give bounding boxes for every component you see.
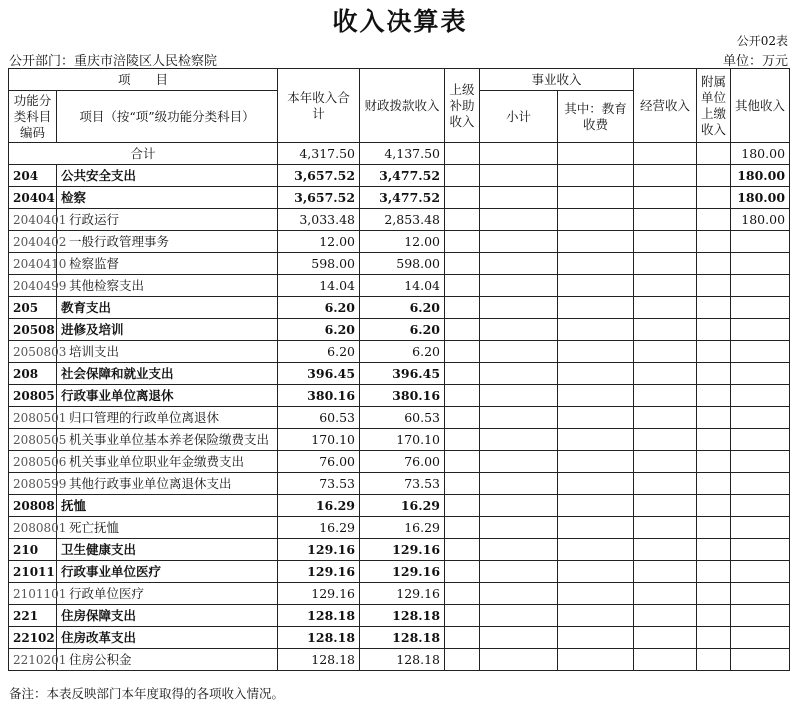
row-total: 6.20 — [278, 297, 360, 319]
header-other: 其他收入 — [731, 69, 790, 143]
table-row — [9, 429, 790, 451]
row-total: 16.29 — [278, 495, 360, 517]
row-fiscal: 128.18 — [360, 649, 445, 671]
row-name: 一般行政管理事务 — [57, 231, 278, 253]
row-name: 行政事业单位离退休 — [57, 385, 278, 407]
row-code: 20404 — [9, 187, 57, 209]
total-label: 合计 — [9, 143, 278, 165]
table-row — [9, 209, 790, 231]
row-name: 机关事业单位职业年金缴费支出 — [57, 451, 278, 473]
table-row — [9, 385, 790, 407]
row-code: 2080505 — [9, 429, 57, 451]
row-total: 3,657.52 — [278, 187, 360, 209]
table-row — [9, 363, 790, 385]
row-code: 210 — [9, 539, 57, 561]
row-other: 180.00 — [731, 187, 790, 209]
row-other — [731, 341, 790, 363]
row-other — [731, 407, 790, 429]
header-edu: 其中：教育收费 — [558, 91, 634, 143]
row-fiscal: 3,477.52 — [360, 187, 445, 209]
table-row — [9, 231, 790, 253]
row-name: 进修及培训 — [57, 319, 278, 341]
row-total: 14.04 — [278, 275, 360, 297]
row-other: 180.00 — [731, 165, 790, 187]
row-total: 3,657.52 — [278, 165, 360, 187]
row-total: 380.16 — [278, 385, 360, 407]
row-code: 2050803 — [9, 341, 57, 363]
row-code: 20508 — [9, 319, 57, 341]
row-other — [731, 539, 790, 561]
row-name: 卫生健康支出 — [57, 539, 278, 561]
row-other — [731, 605, 790, 627]
header-business: 事业收入 — [480, 69, 634, 91]
table-row — [9, 517, 790, 539]
unit-label: 单位：万元 — [722, 54, 788, 69]
row-other — [731, 627, 790, 649]
row-code: 2040410 — [9, 253, 57, 275]
row-other — [731, 561, 790, 583]
row-name: 死亡抚恤 — [57, 517, 278, 539]
row-name: 公共安全支出 — [57, 165, 278, 187]
row-code: 2040401 — [9, 209, 57, 231]
table-row — [9, 165, 790, 187]
row-total: 128.18 — [278, 627, 360, 649]
row-fiscal: 14.04 — [360, 275, 445, 297]
row-other: 180.00 — [731, 209, 790, 231]
row-code: 22102 — [9, 627, 57, 649]
footnote: 备注：本表反映部门本年度取得的各项收入情况。 — [9, 686, 285, 701]
row-name: 行政事业单位医疗 — [57, 561, 278, 583]
header-operating: 经营收入 — [634, 69, 697, 143]
form-code: 公开02表 — [736, 34, 788, 48]
row-name: 抚恤 — [57, 495, 278, 517]
row-name: 培训支出 — [57, 341, 278, 363]
row-other — [731, 451, 790, 473]
row-other — [731, 583, 790, 605]
row-total: 128.18 — [278, 649, 360, 671]
row-fiscal: 128.18 — [360, 605, 445, 627]
row-fiscal: 6.20 — [360, 319, 445, 341]
row-other — [731, 297, 790, 319]
row-fiscal: 60.53 — [360, 407, 445, 429]
table-row — [9, 341, 790, 363]
table-row — [9, 539, 790, 561]
row-total: 129.16 — [278, 583, 360, 605]
total-other: 180.00 — [731, 143, 790, 165]
row-total: 6.20 — [278, 319, 360, 341]
table-row — [9, 451, 790, 473]
row-fiscal: 598.00 — [360, 253, 445, 275]
row-total: 16.29 — [278, 517, 360, 539]
row-total: 129.16 — [278, 561, 360, 583]
row-name: 教育支出 — [57, 297, 278, 319]
total-fiscal: 4,137.50 — [360, 143, 445, 165]
row-code: 2040402 — [9, 231, 57, 253]
row-code: 2040499 — [9, 275, 57, 297]
table-row — [9, 583, 790, 605]
table-row — [9, 605, 790, 627]
table-row — [9, 319, 790, 341]
row-fiscal: 129.16 — [360, 561, 445, 583]
total-income: 4,317.50 — [278, 143, 360, 165]
row-fiscal: 6.20 — [360, 341, 445, 363]
row-fiscal: 129.16 — [360, 583, 445, 605]
row-name: 住房公积金 — [57, 649, 278, 671]
row-total: 12.00 — [278, 231, 360, 253]
row-total: 598.00 — [278, 253, 360, 275]
row-other — [731, 429, 790, 451]
row-name: 检察监督 — [57, 253, 278, 275]
row-other — [731, 231, 790, 253]
row-total: 3,033.48 — [278, 209, 360, 231]
table-row — [9, 627, 790, 649]
table-row — [9, 253, 790, 275]
table-row — [9, 297, 790, 319]
row-total: 128.18 — [278, 605, 360, 627]
row-fiscal: 76.00 — [360, 451, 445, 473]
row-other — [731, 517, 790, 539]
table-row — [9, 187, 790, 209]
row-name: 行政单位医疗 — [57, 583, 278, 605]
table-row — [9, 407, 790, 429]
header-project-name: 项目（按“项”级功能分类科目） — [57, 91, 278, 143]
row-fiscal: 12.00 — [360, 231, 445, 253]
row-name: 归口管理的行政单位离退休 — [57, 407, 278, 429]
header-upper: 上级补助收入 — [445, 69, 480, 143]
row-total: 129.16 — [278, 539, 360, 561]
row-code: 2210201 — [9, 649, 57, 671]
table-row — [9, 495, 790, 517]
row-name: 社会保障和就业支出 — [57, 363, 278, 385]
row-fiscal: 6.20 — [360, 297, 445, 319]
row-other — [731, 385, 790, 407]
header-affiliated: 附属单位上缴收入 — [697, 69, 731, 143]
row-other — [731, 275, 790, 297]
row-name: 机关事业单位基本养老保险缴费支出 — [57, 429, 278, 451]
row-code: 20805 — [9, 385, 57, 407]
table-row — [9, 649, 790, 671]
row-code: 2080501 — [9, 407, 57, 429]
row-code: 2080506 — [9, 451, 57, 473]
row-fiscal: 2,853.48 — [360, 209, 445, 231]
row-fiscal: 3,477.52 — [360, 165, 445, 187]
row-code: 2101101 — [9, 583, 57, 605]
header-fiscal: 财政拨款收入 — [360, 69, 445, 143]
row-fiscal: 396.45 — [360, 363, 445, 385]
department-label: 公开部门：重庆市涪陵区人民检察院 — [9, 54, 218, 69]
row-code: 205 — [9, 297, 57, 319]
row-code: 2080801 — [9, 517, 57, 539]
row-fiscal: 128.18 — [360, 627, 445, 649]
row-fiscal: 380.16 — [360, 385, 445, 407]
total-row — [9, 143, 790, 165]
row-name: 其他行政事业单位离退休支出 — [57, 473, 278, 495]
row-total: 170.10 — [278, 429, 360, 451]
row-total: 396.45 — [278, 363, 360, 385]
row-other — [731, 253, 790, 275]
row-name: 行政运行 — [57, 209, 278, 231]
header-subtotal: 小计 — [480, 91, 558, 143]
income-table — [8, 68, 790, 671]
row-other — [731, 319, 790, 341]
row-name: 住房改革支出 — [57, 627, 278, 649]
row-total: 6.20 — [278, 341, 360, 363]
row-other — [731, 363, 790, 385]
row-code: 21011 — [9, 561, 57, 583]
table-row — [9, 473, 790, 495]
row-other — [731, 649, 790, 671]
row-code: 2080599 — [9, 473, 57, 495]
header-total: 本年收入合计 — [278, 69, 360, 143]
row-total: 76.00 — [278, 451, 360, 473]
row-code: 221 — [9, 605, 57, 627]
row-fiscal: 73.53 — [360, 473, 445, 495]
row-fiscal: 16.29 — [360, 495, 445, 517]
table-row — [9, 275, 790, 297]
table-row — [9, 561, 790, 583]
row-code: 20808 — [9, 495, 57, 517]
row-fiscal: 129.16 — [360, 539, 445, 561]
row-name: 住房保障支出 — [57, 605, 278, 627]
row-name: 其他检察支出 — [57, 275, 278, 297]
row-fiscal: 16.29 — [360, 517, 445, 539]
row-fiscal: 170.10 — [360, 429, 445, 451]
header-project: 项 目 — [9, 69, 278, 91]
row-name: 检察 — [57, 187, 278, 209]
row-code: 204 — [9, 165, 57, 187]
report-title: 收入决算表 — [332, 7, 468, 36]
row-total: 60.53 — [278, 407, 360, 429]
row-other — [731, 495, 790, 517]
row-other — [731, 473, 790, 495]
header-func-code: 功能分类科目编码 — [9, 91, 57, 143]
row-code: 208 — [9, 363, 57, 385]
row-total: 73.53 — [278, 473, 360, 495]
